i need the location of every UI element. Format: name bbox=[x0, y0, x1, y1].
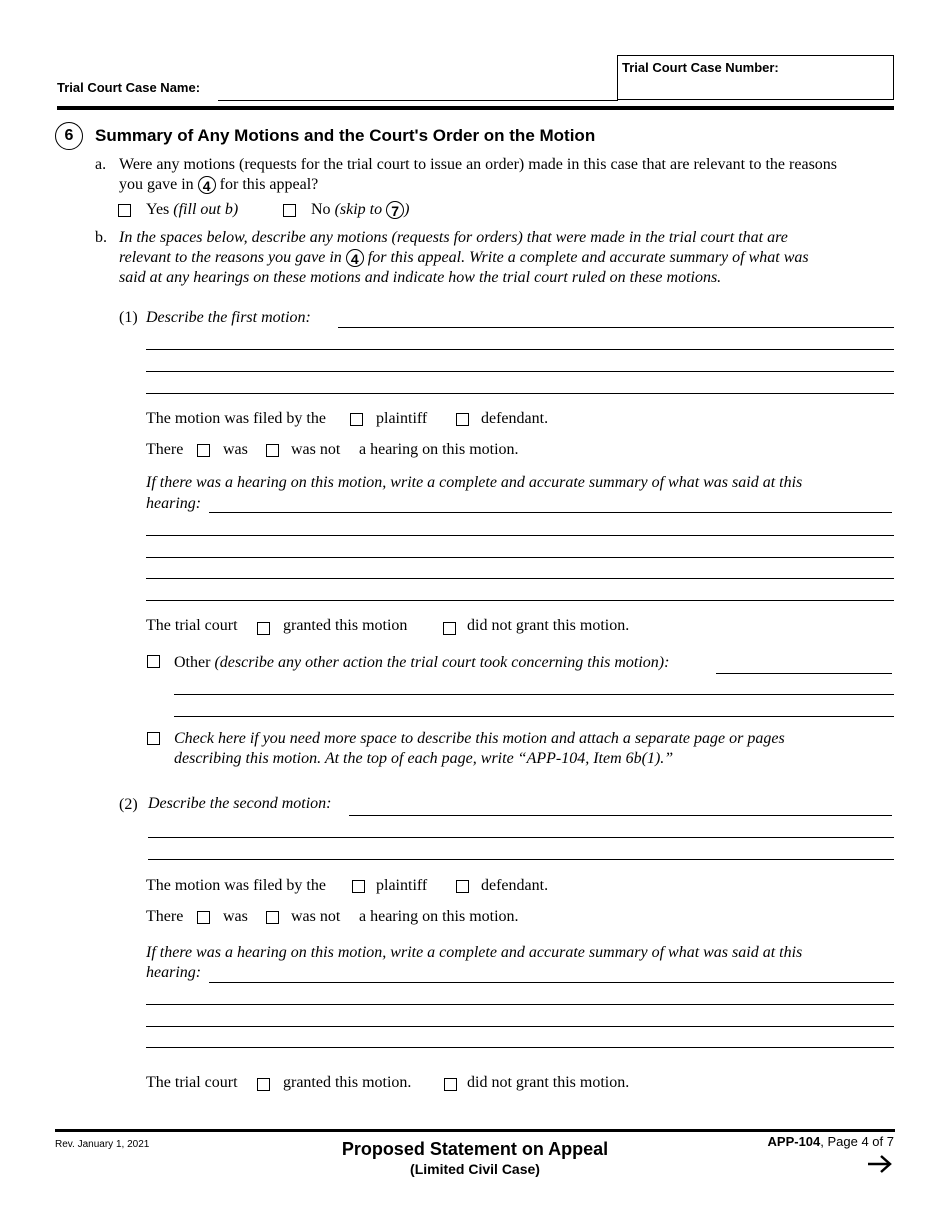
motion2-plaintiff-label: plaintiff bbox=[376, 877, 428, 894]
motion1-describe-label: Describe the first motion: bbox=[146, 309, 311, 326]
item-b-line2 bbox=[119, 248, 809, 268]
motion2-was-label: was bbox=[223, 908, 248, 925]
motion2-describe-line[interactable] bbox=[148, 837, 894, 838]
motion1-was-not-label: was not bbox=[291, 441, 341, 458]
motion1-plaintiff-label: plaintiff bbox=[376, 410, 428, 427]
case-number-box[interactable] bbox=[617, 55, 894, 100]
motion1-describe-line[interactable] bbox=[146, 371, 894, 372]
motion1-more-space-checkbox[interactable] bbox=[147, 732, 160, 745]
no-option bbox=[311, 200, 409, 220]
motion1-hearing-summary-line2: hearing: bbox=[146, 495, 202, 512]
motion1-describe-line[interactable] bbox=[146, 349, 894, 350]
motion2-there-label: There bbox=[146, 908, 184, 925]
yes-option bbox=[146, 200, 238, 220]
motion1-hearing-suffix: a hearing on this motion. bbox=[359, 441, 519, 458]
right-arrow-icon[interactable] bbox=[866, 1154, 894, 1174]
motion2-granted-label: granted this motion. bbox=[283, 1074, 412, 1091]
motion2-hearing-line[interactable] bbox=[209, 982, 894, 983]
item-4-ref: 4 bbox=[198, 176, 216, 194]
motion1-other-note: (describe any other action the trial court took concerning this motion): bbox=[214, 654, 670, 671]
footer-divider bbox=[55, 1129, 895, 1132]
motion1-was-checkbox[interactable] bbox=[197, 444, 210, 457]
motion1-not-granted-label: did not grant this motion. bbox=[467, 617, 630, 634]
no-checkbox[interactable] bbox=[283, 204, 296, 217]
item-a-question-line2 bbox=[119, 175, 318, 195]
motion1-defendant-checkbox[interactable] bbox=[456, 413, 469, 426]
case-name-field[interactable] bbox=[218, 100, 618, 101]
revision-date: Rev. January 1, 2021 bbox=[55, 1139, 150, 1150]
motion2-was-checkbox[interactable] bbox=[197, 911, 210, 924]
motion2-trial-court-label: The trial court bbox=[146, 1074, 238, 1091]
item-a-letter: a. bbox=[95, 156, 107, 173]
yes-note: (fill out b) bbox=[173, 201, 239, 218]
motion2-defendant-label: defendant. bbox=[481, 877, 549, 894]
item-a-question-line1: Were any motions (requests for the trial court to issue an order) made in this case that are relevant to the reasons bbox=[119, 156, 838, 173]
case-name-label: Trial Court Case Name: bbox=[57, 80, 201, 95]
item-b-line2-pre: relevant to the reasons you gave in bbox=[119, 249, 342, 266]
motion2-number: (2) bbox=[119, 796, 138, 813]
item-7-ref: 7 bbox=[386, 201, 404, 219]
motion1-other-label: Other bbox=[174, 654, 211, 671]
motion2-defendant-checkbox[interactable] bbox=[456, 880, 469, 893]
motion1-there-label: There bbox=[146, 441, 184, 458]
motion1-more-space-line1: Check here if you need more space to describe this motion and attach a separate page or pages bbox=[174, 730, 785, 747]
motion2-was-not-label: was not bbox=[291, 908, 341, 925]
motion2-not-granted-label: did not grant this motion. bbox=[467, 1074, 630, 1091]
motion2-hearing-line[interactable] bbox=[146, 1004, 894, 1005]
motion2-hearing-summary-line2: hearing: bbox=[146, 964, 202, 981]
yes-checkbox[interactable] bbox=[118, 204, 131, 217]
item-a-question-pre: you gave in bbox=[119, 176, 194, 193]
case-number-label: Trial Court Case Number: bbox=[622, 60, 779, 75]
item-b-line2-post: for this appeal. Write a complete and accurate summary of what was bbox=[367, 249, 809, 266]
motion2-granted-checkbox[interactable] bbox=[257, 1078, 270, 1091]
motion1-other-line[interactable] bbox=[716, 673, 892, 674]
motion2-hearing-line[interactable] bbox=[146, 1026, 894, 1027]
motion1-plaintiff-checkbox[interactable] bbox=[350, 413, 363, 426]
motion2-hearing-suffix: a hearing on this motion. bbox=[359, 908, 519, 925]
no-label: No bbox=[311, 201, 331, 218]
motion1-hearing-line[interactable] bbox=[146, 535, 894, 536]
item-4-ref-b: 4 bbox=[346, 249, 364, 267]
item-b-letter: b. bbox=[95, 229, 107, 246]
section-title: Summary of Any Motions and the Court's Order on the Motion bbox=[95, 126, 596, 145]
motion1-hearing-summary-line1: If there was a hearing on this motion, write a complete and accurate summary of what was said at this bbox=[146, 474, 803, 491]
motion2-not-granted-checkbox[interactable] bbox=[444, 1078, 457, 1091]
item-b-line3: said at any hearings on these motions and indicate how the trial court ruled on these motions. bbox=[119, 269, 722, 286]
motion1-other bbox=[174, 653, 669, 673]
header-divider bbox=[57, 106, 894, 110]
motion1-not-granted-checkbox[interactable] bbox=[443, 622, 456, 635]
item-a-question-post: for this appeal? bbox=[219, 176, 319, 193]
motion1-hearing-line[interactable] bbox=[146, 578, 894, 579]
form-title: Proposed Statement on Appeal bbox=[341, 1139, 609, 1159]
motion1-describe-line[interactable] bbox=[338, 327, 894, 328]
motion1-hearing-line[interactable] bbox=[146, 557, 894, 558]
page-number: , Page 4 of 7 bbox=[820, 1134, 894, 1149]
motion2-describe-label: Describe the second motion: bbox=[148, 795, 332, 812]
motion2-describe-line[interactable] bbox=[148, 859, 894, 860]
motion1-describe-line[interactable] bbox=[146, 393, 894, 394]
motion1-granted-label: granted this motion bbox=[283, 617, 408, 634]
form-id: APP-104 bbox=[767, 1134, 821, 1149]
item-b-line1: In the spaces below, describe any motions (requests for orders) that were made in the trial court that are bbox=[119, 229, 788, 246]
motion2-plaintiff-checkbox[interactable] bbox=[352, 880, 365, 893]
motion2-was-not-checkbox[interactable] bbox=[266, 911, 279, 924]
motion2-hearing-line[interactable] bbox=[146, 1047, 894, 1048]
yes-label: Yes bbox=[146, 201, 170, 218]
motion1-hearing-line[interactable] bbox=[146, 600, 894, 601]
no-note-post: ) bbox=[404, 201, 410, 218]
motion1-granted-checkbox[interactable] bbox=[257, 622, 270, 635]
motion2-filed-by-label: The motion was filed by the bbox=[146, 877, 326, 894]
form-subtitle: (Limited Civil Case) bbox=[410, 1161, 540, 1177]
motion1-other-checkbox[interactable] bbox=[147, 655, 160, 668]
motion1-was-label: was bbox=[223, 441, 248, 458]
motion1-hearing-line[interactable] bbox=[209, 512, 892, 513]
motion1-trial-court-label: The trial court bbox=[146, 617, 238, 634]
motion1-number: (1) bbox=[119, 309, 138, 326]
no-note-pre: (skip to bbox=[334, 201, 383, 218]
motion1-defendant-label: defendant. bbox=[481, 410, 549, 427]
motion1-more-space-line2: describing this motion. At the top of each page, write “APP-104, Item 6b(1).” bbox=[174, 750, 674, 767]
motion1-filed-by-label: The motion was filed by the bbox=[146, 410, 326, 427]
motion2-hearing-summary-line1: If there was a hearing on this motion, write a complete and accurate summary of what was said at this bbox=[146, 944, 803, 961]
motion2-describe-line[interactable] bbox=[349, 815, 892, 816]
section-number-circle: 6 bbox=[55, 122, 83, 150]
page-info bbox=[768, 1134, 894, 1149]
motion1-other-line[interactable] bbox=[174, 716, 894, 717]
motion1-other-line[interactable] bbox=[174, 694, 894, 695]
motion1-was-not-checkbox[interactable] bbox=[266, 444, 279, 457]
